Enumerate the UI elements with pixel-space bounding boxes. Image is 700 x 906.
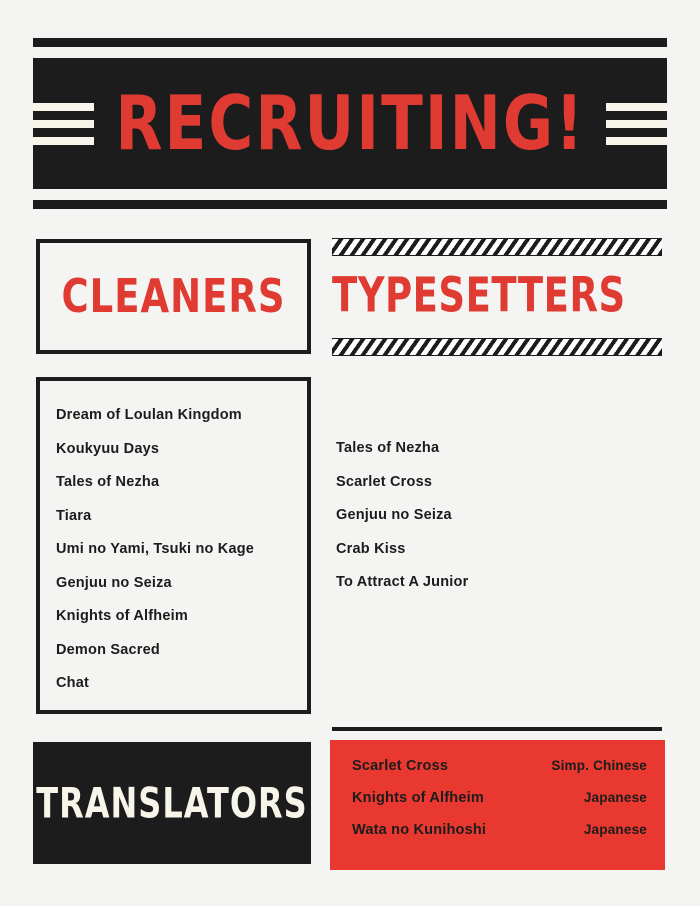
typesetters-list (336, 440, 666, 608)
list-item: Umi no Yami, Tsuki no Kage (56, 541, 255, 557)
cleaners-list (36, 377, 311, 714)
list-item: Genjuu no Seiza (336, 507, 452, 523)
list-item: Demon Sacred (56, 641, 160, 658)
series-title: Wata no Kunihoshi (352, 822, 487, 838)
series-title: Scarlet Cross (352, 758, 449, 774)
list-item: Genjuu no Seiza (56, 574, 172, 591)
divider-above-translators (332, 727, 662, 731)
language-label: Japanese (583, 822, 647, 837)
language-label: Japanese (583, 790, 647, 805)
table-row (352, 822, 647, 838)
page-title: RECRUITING! (115, 79, 585, 168)
list-item: Knights of Alfheim (56, 608, 188, 624)
list-item: Chat (56, 675, 90, 691)
list-item: Tales of Nezha (336, 440, 440, 456)
recruiting-banner (33, 58, 667, 189)
hatched-divider-bottom (332, 338, 662, 356)
list-item: Scarlet Cross (336, 473, 433, 490)
series-title: Knights of Alfheim (352, 790, 484, 806)
divider-below-banner (33, 200, 667, 209)
list-item: To Attract A Junior (336, 574, 469, 590)
section-heading-typesetters (332, 254, 662, 336)
cleaners-heading-label: CLEANERS (61, 269, 286, 324)
divider-top (33, 38, 667, 47)
list-item: Dream of Loulan Kingdom (56, 407, 242, 423)
typesetters-heading-label: TYPESETTERS (332, 267, 626, 323)
section-heading-cleaners (36, 239, 311, 354)
list-item: Koukyuu Days (56, 440, 160, 457)
hamburger-bars-icon (606, 103, 667, 145)
list-item: Crab Kiss (336, 540, 406, 557)
table-row (352, 758, 647, 774)
language-label: Simp. Chinese (551, 758, 647, 773)
translators-heading-label: TRANSLATORS (36, 778, 308, 828)
section-heading-translators (33, 742, 311, 864)
translators-list (330, 740, 665, 870)
table-row (352, 790, 647, 806)
hamburger-bars-icon (33, 103, 94, 145)
list-item: Tales of Nezha (56, 474, 160, 490)
list-item: Tiara (56, 507, 92, 524)
